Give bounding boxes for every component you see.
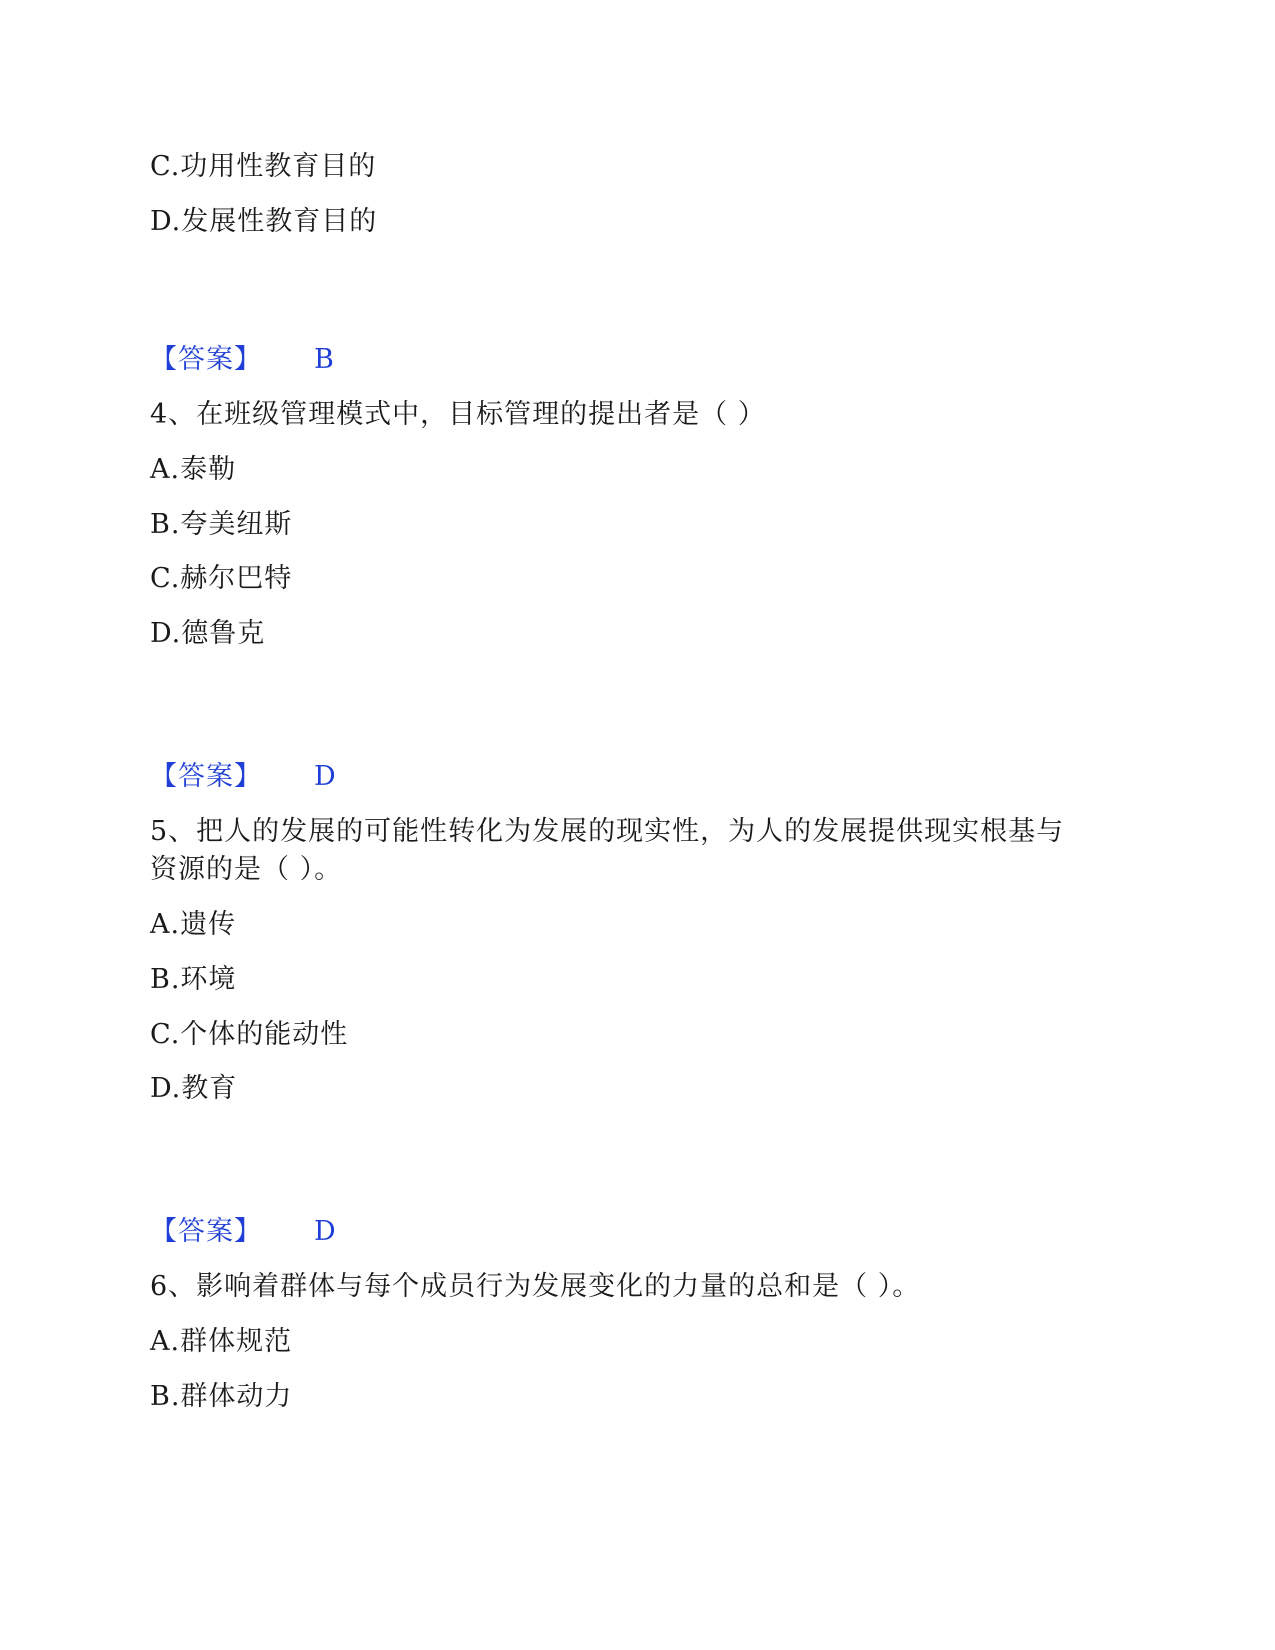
- q4-option-c: C.赫尔巴特: [150, 563, 293, 594]
- q4-stem: 4、在班级管理模式中，目标管理的提出者是（ ）: [150, 399, 766, 430]
- q5-option-a: A.遗传: [150, 909, 237, 940]
- q5-option-b: B.环境: [150, 964, 237, 995]
- answer-label: 【答案】: [150, 1216, 262, 1247]
- q3-option-c: C.功用性教育目的: [150, 151, 377, 182]
- q4-option-b: B.夸美纽斯: [150, 509, 293, 540]
- q6-stem: 6、影响着群体与每个成员行为发展变化的力量的总和是（ ）。: [150, 1271, 921, 1302]
- q3-answer: [150, 343, 334, 377]
- q5-option-d: D.教育: [150, 1073, 238, 1104]
- answer-label: 【答案】: [150, 344, 262, 375]
- answer-label: 【答案】: [150, 761, 262, 792]
- q4-option-a: A.泰勒: [150, 454, 237, 485]
- q5-option-c: C.个体的能动性: [150, 1019, 349, 1050]
- q6-option-a: A.群体规范: [150, 1326, 293, 1357]
- answer-value: B: [314, 344, 334, 375]
- answer-value: D: [314, 761, 336, 792]
- q4-answer: [150, 760, 336, 794]
- q5-stem-line2: 资源的是（ ）。: [150, 854, 343, 885]
- q5-stem-line1: 5、把人的发展的可能性转化为发展的现实性，为人的发展提供现实根基与: [150, 816, 1065, 847]
- q5-answer: [150, 1215, 336, 1249]
- answer-value: D: [314, 1216, 336, 1247]
- q3-option-d: D.发展性教育目的: [150, 206, 378, 237]
- q4-option-d: D.德鲁克: [150, 618, 266, 649]
- q6-option-b: B.群体动力: [150, 1381, 293, 1412]
